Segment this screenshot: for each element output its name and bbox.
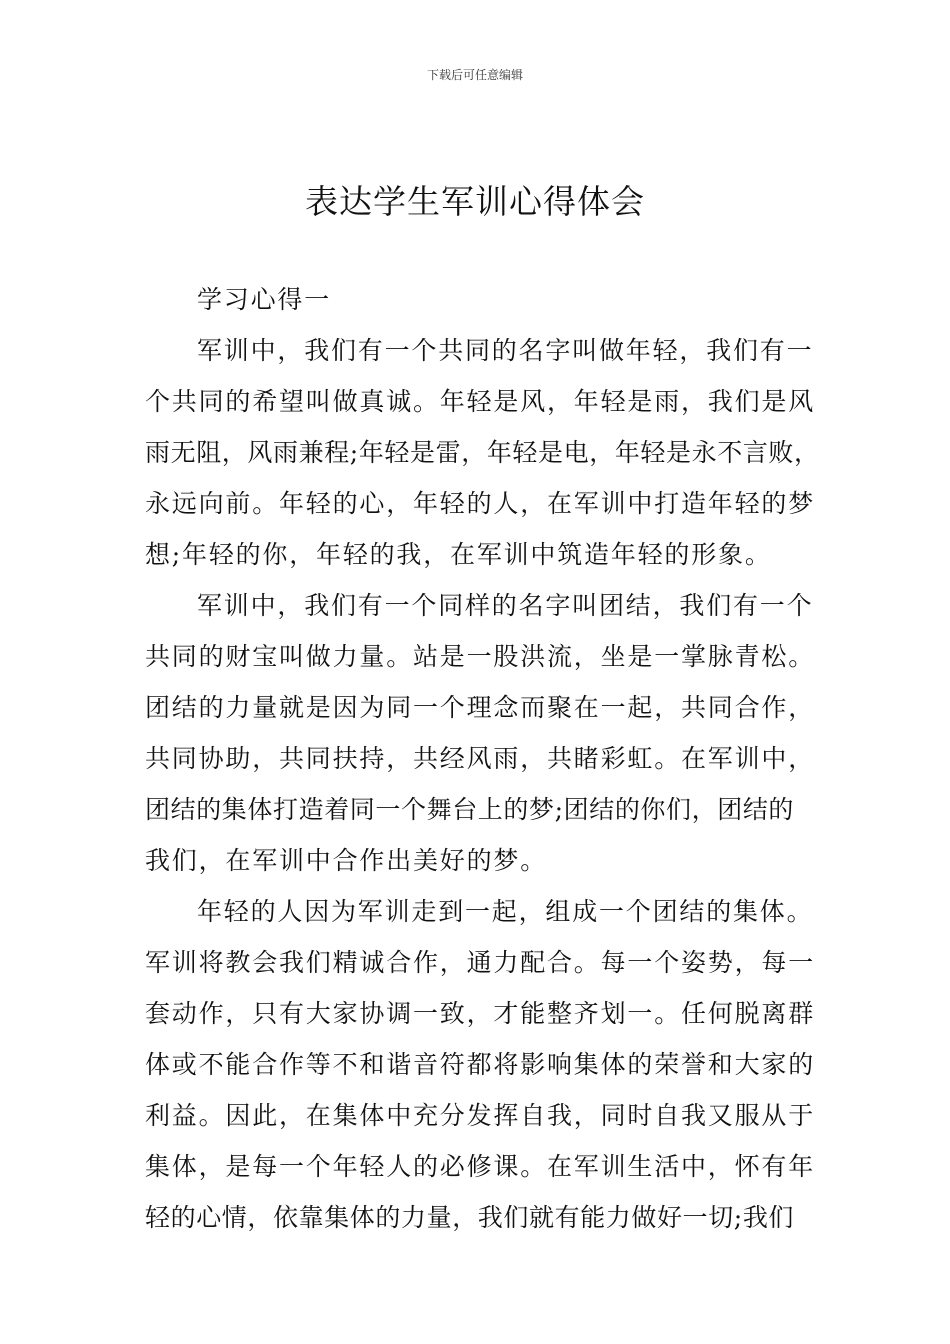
text-line: 军训将教会我们精诚合作，通力配合。每一个姿势，每一 [145, 948, 816, 977]
text-line: 利益。因此，在集体中充分发挥自我，同时自我又服从于 [145, 1101, 816, 1130]
text-line: 军训中，我们有一个共同的名字叫做年轻，我们有一 [197, 336, 814, 365]
text-line: 轻的心情，依靠集体的力量，我们就有能力做好一切;我们 [145, 1203, 795, 1232]
text-line: 雨无阻，风雨兼程;年轻是雷，年轻是电，年轻是永不言败， [145, 438, 820, 467]
text-line: 共同协助，共同扶持，共经风雨，共睹彩虹。在军训中， [145, 744, 816, 773]
text-line: 团结的力量就是因为同一个理念而聚在一起，共同合作， [145, 693, 816, 722]
text-line: 体或不能合作等不和谐音符都将影响集体的荣誉和大家的 [145, 1050, 816, 1079]
text-line: 军训中，我们有一个同样的名字叫团结，我们有一个 [197, 591, 814, 620]
text-line: 集体，是每一个年轻人的必修课。在军训生活中，怀有年 [145, 1152, 816, 1181]
text-line: 团结的集体打造着同一个舞台上的梦;团结的你们，团结的 [145, 795, 795, 824]
document-body [145, 280, 820, 1249]
header-note: 下载后可任意编辑 [426, 68, 523, 82]
section-heading: 学习心得一 [197, 285, 332, 314]
text-line: 个共同的希望叫做真诚。年轻是风，年轻是雨，我们是风 [145, 387, 816, 416]
text-line: 共同的财宝叫做力量。站是一股洪流，坐是一掌脉青松。 [145, 642, 816, 671]
text-line: 年轻的人因为军训走到一起，组成一个团结的集体。 [197, 897, 814, 926]
text-line: 套动作，只有大家协调一致，才能整齐划一。任何脱离群 [145, 999, 816, 1028]
document-title: 表达学生军训心得体会 [305, 182, 645, 221]
text-line: 永远向前。年轻的心，年轻的人，在军训中打造年轻的梦 [145, 489, 816, 518]
text-line: 想;年轻的你，年轻的我，在军训中筑造年轻的形象。 [145, 540, 772, 569]
text-line: 我们，在军训中合作出美好的梦。 [145, 846, 548, 875]
